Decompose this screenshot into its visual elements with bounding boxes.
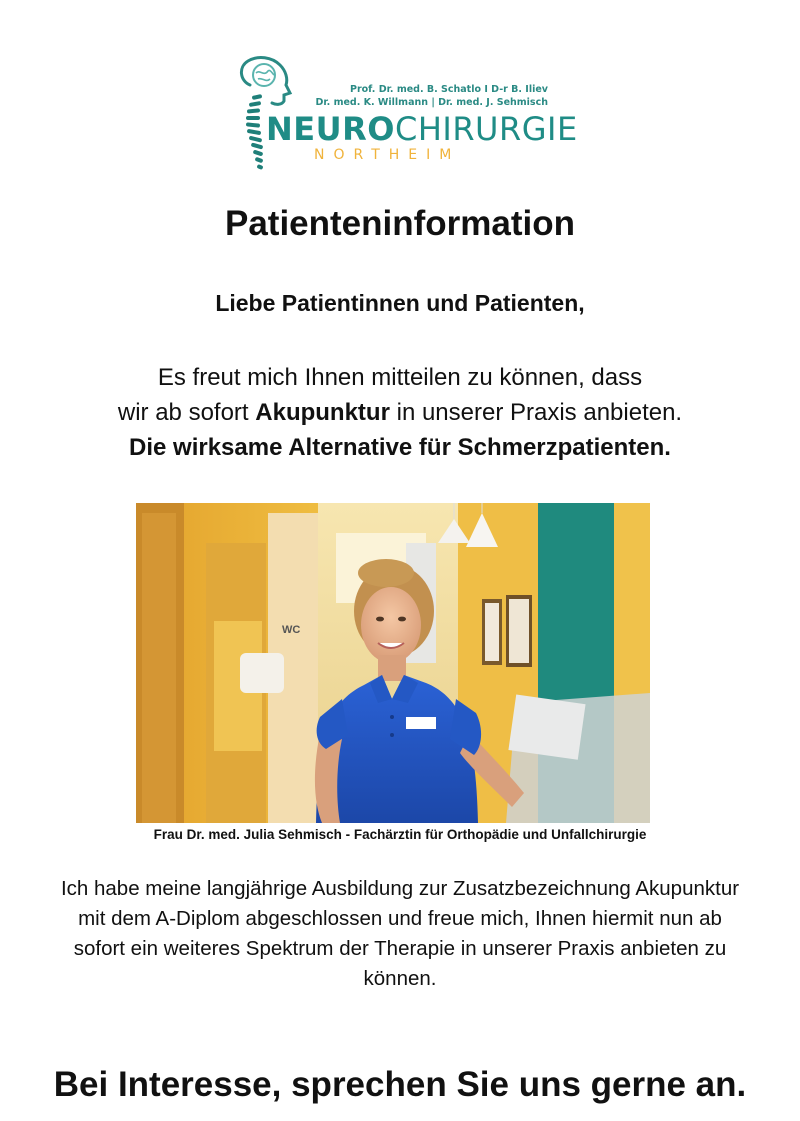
intro-line: Es freut mich Ihnen mitteilen zu können, dass [157,364,643,391]
intro-text: wir ab sofort [117,399,256,426]
intro-text: in unserer Praxis anbieten. [389,399,683,426]
logo-wordmark-neuro: NEURO [266,110,395,148]
doctors-line: Prof. Dr. med. B. Schatlo I D-r B. Iliev [349,84,548,95]
practice-logo [236,55,578,175]
intro-paragraph [0,360,800,465]
intro-line [0,395,800,430]
logo-wordmark [266,111,578,147]
greeting: Liebe Patientinnen und Patienten, [215,290,585,316]
body-line: mit dem A-Diplom abgeschlossen und freue mich, Ihnen hiermit nun ab [78,907,722,930]
wc-sign: WC [282,624,301,636]
doctor-photo [136,503,650,823]
photo-caption: Frau Dr. med. Julia Sehmisch - Fachärztin für Orthopädie und Unfallchirurgie [153,827,647,842]
page-title: Patienteninformation [224,204,576,243]
logo-wordmark-chirurgie: CHIRURGIE [394,110,578,148]
body-line: können. [363,967,437,990]
body-line: Ich habe meine langjährige Ausbildung zur Zusatzbezeichnung Akupunktur [60,877,740,900]
intro-highlight: Akupunktur [255,399,390,426]
intro-tagline-text: Die wirksame Alternative für Schmerzpatienten. [129,434,671,461]
doctors-line: Dr. med. K. Willmann | Dr. med. J. Sehmisch [315,97,548,108]
body-paragraph [0,874,800,994]
call-to-action: Bei Interesse, sprechen Sie uns gerne an. [53,1065,747,1104]
intro-tagline [0,430,800,465]
doctor-photo-illustration [136,503,650,823]
logo-location: NORTHEIM [314,147,461,163]
doctors-names [315,83,548,109]
body-line: sofort ein weiteres Spektrum der Therapie in unserer Praxis anbieten zu [73,937,727,960]
